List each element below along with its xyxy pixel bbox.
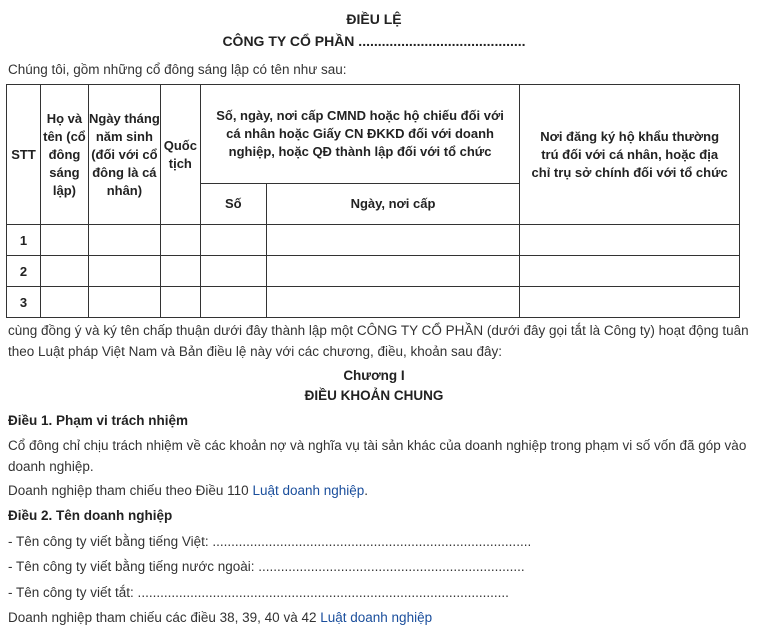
reference-suffix: . — [364, 483, 369, 498]
header-id-group: Số, ngày, nơi cấp CMND hoặc hộ chiếu đối với cá nhân hoặc Giấy CN ĐKKD đối với doanh nghiệp, hoặc QĐ thành lập đối với tổ chức — [200, 85, 519, 184]
cell-id-date-place — [266, 287, 520, 318]
header-address: Nơi đăng ký hộ khẩu thường trú đối với cá nhân, hoặc địa chỉ trụ sở chính đối với tổ chức — [520, 85, 740, 225]
header-stt: STT — [7, 85, 41, 225]
chapter-number: Chương I — [343, 368, 405, 383]
company-name-line: CÔNG TY CỔ PHẦN ........................................... — [222, 33, 526, 49]
cell-address — [520, 287, 740, 318]
table-row — [7, 225, 740, 256]
founding-shareholders-table — [6, 84, 740, 318]
document-title: ĐIỀU LỆ — [346, 11, 402, 27]
article-2-reference — [8, 607, 758, 628]
cell-id-date-place — [266, 225, 520, 256]
reference-text: Doanh nghiệp tham chiếu các điều 38, 39, 40 và 42 — [8, 610, 321, 625]
cell-nationality — [160, 256, 200, 287]
intro-text: Chúng tôi, gồm những cổ đông sáng lập có tên như sau: — [8, 62, 347, 77]
table-row — [7, 287, 740, 318]
law-link[interactable]: Luật doanh nghiệp — [252, 483, 365, 498]
cell-dob — [88, 287, 160, 318]
cell-name — [40, 287, 88, 318]
agreement-paragraph: cùng đồng ý và ký tên chấp thuận dưới đây thành lập một CÔNG TY CỔ PHẦN (dưới đây gọi tắt là Công ty) hoạt động tuân theo Luật pháp Việt Nam và Bản điều lệ này với các chương, điều, khoản sau đây: — [8, 323, 749, 359]
row-number: 2 — [7, 256, 41, 287]
law-link[interactable]: Luật doanh nghiệp — [320, 610, 433, 625]
cell-name — [40, 256, 88, 287]
cell-name — [40, 225, 88, 256]
article-1-reference — [8, 480, 758, 501]
cell-nationality — [160, 225, 200, 256]
table-row — [7, 256, 740, 287]
row-number: 3 — [7, 287, 41, 318]
header-id-date-place: Ngày, nơi cấp — [266, 184, 520, 225]
article-1-body: Cổ đông chỉ chịu trách nhiệm về các khoản nợ và nghĩa vụ tài sản khác của doanh nghiệp trong phạm vi số vốn đã góp vào doanh nghiệp. — [8, 438, 747, 474]
article-1-heading: Điều 1. Phạm vi trách nhiệm — [8, 413, 189, 428]
row-number: 1 — [7, 225, 41, 256]
cell-address — [520, 256, 740, 287]
company-name-foreign-line: - Tên công ty viết bằng tiếng nước ngoài: ....................................................................... — [8, 559, 525, 574]
header-nationality: Quốc tịch — [160, 85, 200, 225]
cell-nationality — [160, 287, 200, 318]
article-2-heading: Điều 2. Tên doanh nghiệp — [8, 508, 173, 523]
cell-id-number — [200, 287, 266, 318]
cell-dob — [88, 256, 160, 287]
cell-id-number — [200, 256, 266, 287]
cell-address — [520, 225, 740, 256]
header-name: Họ và tên (cổ đông sáng lập) — [40, 85, 88, 225]
company-name-short-line: - Tên công ty viết tắt: ................................................................................................... — [8, 585, 509, 600]
header-id-number: Số — [200, 184, 266, 225]
chapter-title: ĐIỀU KHOẢN CHUNG — [304, 388, 444, 403]
cell-dob — [88, 225, 160, 256]
header-dob: Ngày tháng năm sinh (đối với cổ đông là cá nhân) — [88, 85, 160, 225]
reference-text: Doanh nghiệp tham chiếu theo Điều 110 — [8, 483, 253, 498]
company-name-vn-line: - Tên công ty viết bằng tiếng Việt: ..................................................................................... — [8, 534, 532, 549]
cell-id-date-place — [266, 256, 520, 287]
cell-id-number — [200, 225, 266, 256]
